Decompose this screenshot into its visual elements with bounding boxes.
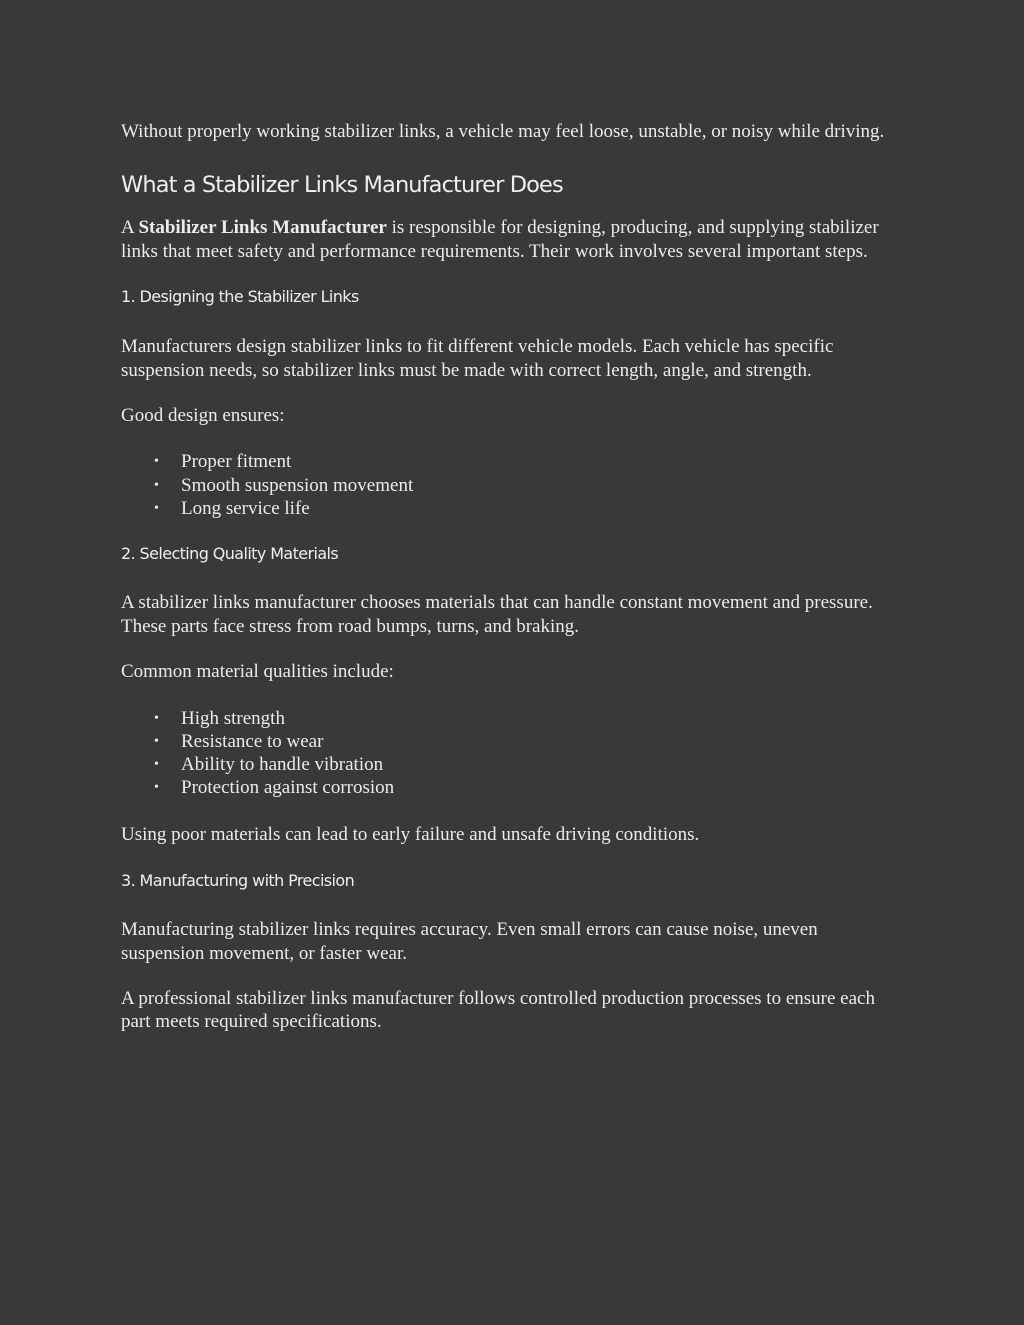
list-item: • Ability to handle vibration	[154, 754, 384, 776]
manufacturer-bold-term: Stabilizer Links Manufacturer	[138, 217, 387, 239]
precision-paragraph: Manufacturing stabilizer links requires accuracy. Even small errors can cause noise, uneven suspension movement, or faster wear.	[121, 919, 818, 964]
list-item: • Proper fitment	[154, 451, 292, 473]
list-item: • High strength	[154, 707, 285, 729]
document-page	[121, 120, 886, 1034]
bullet-icon: •	[154, 710, 159, 726]
design-heading: 1. Designing the Stabilizer Links	[121, 287, 359, 307]
section-heading: What a Stabilizer Links Manufacturer Does	[121, 172, 563, 199]
bullet-icon: •	[154, 501, 159, 517]
bullet-icon: •	[154, 780, 159, 796]
list-item: • Long service life	[154, 498, 310, 520]
intro-rest: is responsible for designing, producing, and supplying stabilizer links that meet safety and performance requirements. Their work involves several important steps.	[121, 217, 879, 262]
section-intro-paragraph	[121, 216, 886, 263]
precision-closing-paragraph: A professional stabilizer links manufacturer follows controlled production processes to ensure each part meets required specifications.	[121, 987, 875, 1033]
precision-heading: 3. Manufacturing with Precision	[121, 871, 355, 891]
materials-paragraph: A stabilizer links manufacturer chooses materials that can handle constant movement and pressure. These parts face stress from road bumps, turns, and braking.	[121, 592, 873, 637]
list-item: • Resistance to wear	[154, 730, 324, 752]
materials-bullet-list	[121, 707, 886, 800]
bullet-icon: •	[154, 757, 159, 773]
list-item: • Smooth suspension movement	[154, 474, 414, 496]
materials-lead-in: Common material qualities include:	[121, 661, 394, 683]
intro-prefix: A	[121, 217, 139, 239]
design-paragraph: Manufacturers design stabilizer links to fit different vehicle models. Each vehicle has specific suspension needs, so stabilizer links must be made with correct length, angle, and strength.	[121, 336, 834, 381]
materials-closing-paragraph: Using poor materials can lead to early failure and unsafe driving conditions.	[121, 823, 700, 845]
materials-heading: 2. Selecting Quality Materials	[121, 544, 339, 564]
design-lead-in: Good design ensures:	[121, 405, 285, 427]
bullet-icon: •	[154, 477, 159, 493]
list-item: • Protection against corrosion	[154, 777, 395, 799]
bullet-icon: •	[154, 454, 159, 470]
bullet-icon: •	[154, 733, 159, 749]
intro-paragraph: Without properly working stabilizer links, a vehicle may feel loose, unstable, or noisy while driving.	[121, 121, 885, 142]
design-bullet-list	[121, 450, 886, 520]
